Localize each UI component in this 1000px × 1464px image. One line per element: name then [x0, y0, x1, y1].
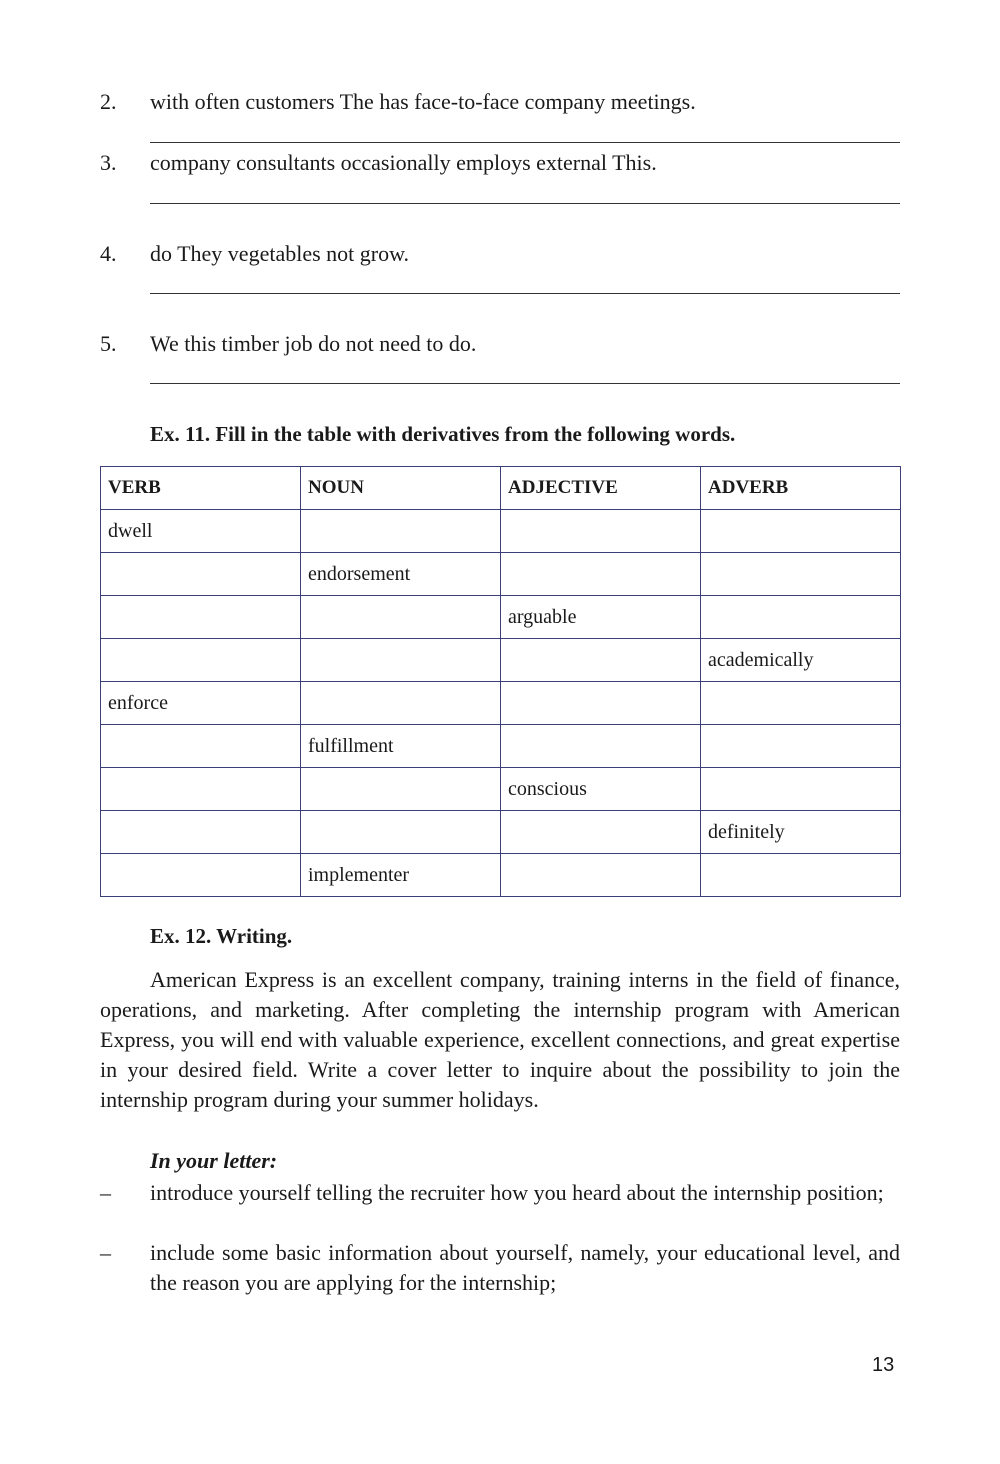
ex12-heading: Ex. 12. Writing.	[150, 924, 293, 948]
table-cell[interactable]	[701, 596, 901, 639]
table-cell[interactable]	[301, 639, 501, 682]
table-cell[interactable]: fulfillment	[301, 725, 501, 768]
table-cell[interactable]: enforce	[101, 682, 301, 725]
table-cell[interactable]: academically	[701, 639, 901, 682]
table-header-row	[101, 467, 901, 510]
table-cell[interactable]	[701, 768, 901, 811]
table-cell[interactable]	[501, 854, 701, 897]
table-cell[interactable]	[101, 854, 301, 897]
answer-line-3[interactable]	[150, 203, 900, 204]
bullet-item	[100, 1178, 900, 1208]
table-cell[interactable]: arguable	[501, 596, 701, 639]
table-cell[interactable]	[701, 682, 901, 725]
table-cell[interactable]	[701, 510, 901, 553]
table-cell[interactable]: implementer	[301, 854, 501, 897]
table-row	[101, 596, 901, 639]
item-text: with often customers The has face-to-face company meetings.	[150, 89, 696, 114]
table-cell[interactable]	[701, 854, 901, 897]
table-row	[101, 725, 901, 768]
table-cell[interactable]: dwell	[101, 510, 301, 553]
table-cell[interactable]	[701, 725, 901, 768]
table-cell[interactable]	[501, 510, 701, 553]
table-cell[interactable]	[301, 811, 501, 854]
table-row	[101, 553, 901, 596]
table-cell[interactable]	[301, 768, 501, 811]
col-header-adjective: ADJECTIVE	[501, 467, 701, 510]
page-number: 13	[872, 1354, 895, 1376]
item-text: company consultants occasionally employs external This.	[150, 150, 657, 175]
col-header-adverb: ADVERB	[701, 467, 901, 510]
table-row	[101, 854, 901, 897]
table-cell[interactable]	[501, 682, 701, 725]
answer-line-4[interactable]	[150, 293, 900, 294]
item-text: We this timber job do not need to do.	[150, 331, 477, 356]
bullet-text: introduce yourself telling the recruiter how you heard about the internship position;	[150, 1180, 884, 1205]
ex12-subheading: In your letter:	[150, 1148, 278, 1173]
table-cell[interactable]: definitely	[701, 811, 901, 854]
dash-icon: –	[100, 1180, 111, 1205]
answer-line-2[interactable]	[150, 142, 900, 143]
table-cell[interactable]	[101, 553, 301, 596]
bullet-item	[100, 1238, 900, 1298]
item-text: do They vegetables not grow.	[150, 241, 410, 266]
derivatives-table	[100, 466, 901, 897]
table-cell[interactable]	[101, 725, 301, 768]
item-number: 2.	[100, 89, 117, 114]
table-cell[interactable]	[301, 596, 501, 639]
table-cell[interactable]	[101, 596, 301, 639]
table-row	[101, 510, 901, 553]
col-header-verb: VERB	[101, 467, 301, 510]
dash-icon: –	[100, 1240, 111, 1265]
table-cell[interactable]	[701, 553, 901, 596]
item-number: 3.	[100, 150, 117, 175]
table-cell[interactable]	[501, 639, 701, 682]
table-cell[interactable]	[501, 725, 701, 768]
ex11-heading: Ex. 11. Fill in the table with derivatives from the following words.	[150, 422, 736, 446]
table-cell[interactable]	[101, 768, 301, 811]
table-row	[101, 811, 901, 854]
table-cell[interactable]	[501, 811, 701, 854]
col-header-noun: NOUN	[301, 467, 501, 510]
item-number: 5.	[100, 331, 117, 356]
bullet-text: include some basic information about yourself, namely, your educational level, and the reason you are applying for the internship;	[150, 1240, 900, 1295]
ex12-paragraph: American Express is an excellent company, training interns in the field of finance, operations, and marketing. After completing the internship program with American Express, you will end with valuable experience, excellent connections, and great expertise in your desired field. Write a cover letter to inquire about the possibility to join the internship program during your summer holidays.	[100, 967, 900, 1112]
item-number: 4.	[100, 241, 117, 266]
table-cell[interactable]	[101, 639, 301, 682]
table-cell[interactable]	[101, 811, 301, 854]
table-cell[interactable]: conscious	[501, 768, 701, 811]
answer-line-5[interactable]	[150, 383, 900, 384]
table-cell[interactable]	[301, 510, 501, 553]
table-cell[interactable]	[501, 553, 701, 596]
table-row	[101, 682, 901, 725]
table-row	[101, 768, 901, 811]
table-cell[interactable]: endorsement	[301, 553, 501, 596]
table-row	[101, 639, 901, 682]
table-cell[interactable]	[301, 682, 501, 725]
